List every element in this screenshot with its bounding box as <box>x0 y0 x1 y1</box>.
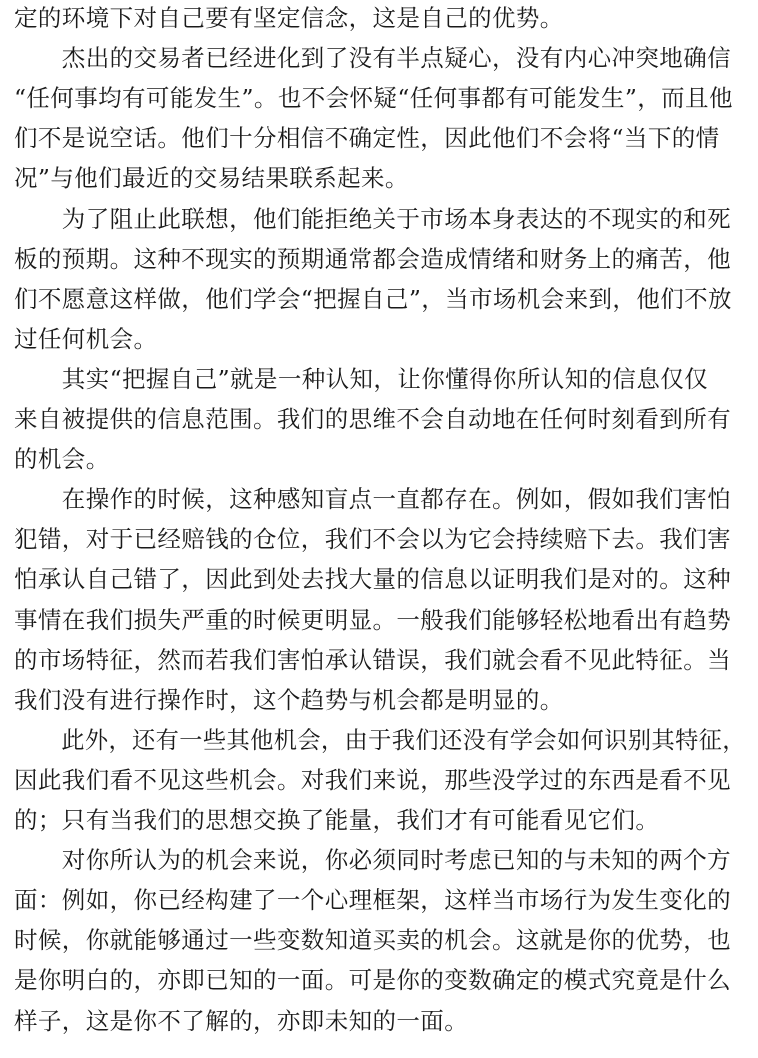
text-line: 们不愿意这样做，他们学会“把握自己”，当市场机会来到，他们不放 <box>14 284 732 313</box>
text-line: 样子，这是你不了解的，亦即未知的一面。 <box>14 1006 469 1035</box>
text-line: 事情在我们损失严重的时候更明显。一般我们能够轻松地看出有趋势 <box>14 605 731 634</box>
text-line: 定的环境下对自己要有坚定信念，这是自己的优势。 <box>14 4 564 32</box>
text-line: 因此我们看不见这些机会。对我们来说，那些没学过的东西是看不见 <box>14 765 731 794</box>
text-line: 其实“把握自己”就是一种认知，让你懂得你所认知的信息仅仅 <box>14 364 709 393</box>
text-line: 是你明白的，亦即已知的一面。可是你的变数确定的模式究竟是什么 <box>14 966 731 995</box>
text-line: 来自被提供的信息范围。我们的思维不会自动地在任何时刻看到所有 <box>14 405 731 433</box>
text-line: 此外，还有一些其他机会，由于我们还没有学会如何识别其特征， <box>14 725 746 754</box>
text-line: 犯错，对于已经赔钱的仓位，我们不会以为它会持续赔下去。我们害 <box>14 525 731 554</box>
text-line: 我们没有进行操作时，这个趋势与机会都是明显的。 <box>14 685 564 714</box>
text-line: 面：例如，你已经构建了一个心理框架，这样当市场行为发生变化的 <box>14 886 731 915</box>
text-line: 们不是说空话。他们十分相信不确定性，因此他们不会将“当下的情 <box>14 124 720 153</box>
text-line: “任何事均有可能发生”。也不会怀疑“任何事都有可能发生”，而且他 <box>14 84 733 113</box>
text-line: 的；只有当我们的思想交换了能量，我们才有可能看见它们。 <box>14 806 660 834</box>
text-line: 怕承认自己错了，因此到处去找大量的信息以证明我们是对的。这种 <box>14 565 731 594</box>
text-line: 杰出的交易者已经进化到了没有半点疑心，没有内心冲突地确信 <box>14 44 731 73</box>
text-line: 过任何机会。 <box>14 324 158 353</box>
text-line: 的市场特征，然而若我们害怕承认错误，我们就会看不见此特征。当 <box>14 645 731 674</box>
text-line: 在操作的时候，这种感知盲点一直都存在。例如，假如我们害怕 <box>14 485 731 514</box>
text-line: 对你所认为的机会来说，你必须同时考虑已知的与未知的两个方 <box>14 846 731 875</box>
document-page <box>14 0 750 1058</box>
text-line: 为了阻止此联想，他们能拒绝关于市场本身表达的不现实的和死 <box>14 204 731 233</box>
text-line: 时候，你就能够通过一些变数知道买卖的机会。这就是你的优势，也 <box>14 926 731 955</box>
text-line: 况”与他们最近的交易结果联系起来。 <box>14 164 409 193</box>
text-line: 板的预期。这种不现实的预期通常都会造成情绪和财务上的痛苦，他 <box>14 244 731 273</box>
text-line: 的机会。 <box>14 445 110 474</box>
